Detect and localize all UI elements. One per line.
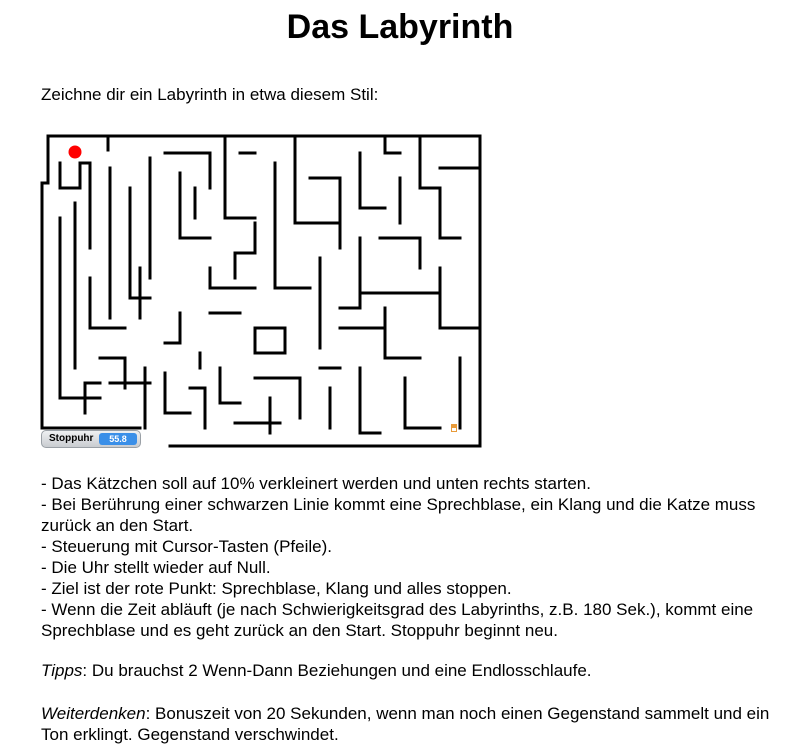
kitten-sprite: [451, 424, 457, 432]
page-title: Das Labyrinth: [286, 8, 514, 46]
rule-item: - Die Uhr stellt wieder auf Null.: [41, 558, 271, 577]
rule-item: - Steuerung mit Cursor-Tasten (Pfeile).: [41, 537, 332, 556]
rule-item: - Ziel ist der rote Punkt: Sprechblase, Klang und alles stoppen.: [41, 579, 512, 598]
further-text: : Bonuszeit von 20 Sekunden, wenn man noch einen Gegenstand sammelt und ein Ton erklingt. Gegenstand verschwindet.: [41, 704, 770, 744]
tips-text: : Du brauchst 2 Wenn-Dann Beziehungen und eine Endlosschlaufe.: [82, 661, 592, 680]
rule-item: - Bei Berührung einer schwarzen Linie kommt eine Sprechblase, ein Klang und die Katze muss zurück an den Start.: [41, 495, 756, 535]
rule-item: - Das Kätzchen soll auf 10% verkleinert werden und unten rechts starten.: [41, 474, 591, 493]
tips-paragraph: [41, 660, 781, 681]
further-label: Weiterdenken: [41, 704, 146, 723]
rule-item: - Wenn die Zeit abläuft (je nach Schwierigkeitsgrad des Labyrinths, z.B. 180 Sek.), kommt eine Sprechblase und es geht zurück an den Start. Stoppuhr beginnt neu.: [41, 600, 754, 640]
tips-label: Tipps: [41, 661, 83, 680]
stopwatch-label: Stoppuhr: [49, 433, 94, 444]
target-dot: [69, 146, 82, 159]
rules-list: [41, 473, 781, 641]
maze-walls: [40, 128, 482, 453]
stopwatch-monitor: [41, 430, 141, 448]
stopwatch-value: 55.8: [99, 433, 137, 445]
intro-text: Zeichne dir ein Labyrinth in etwa diesem Stil:: [41, 85, 379, 104]
maze-image: [40, 128, 482, 453]
further-paragraph: [41, 703, 781, 745]
